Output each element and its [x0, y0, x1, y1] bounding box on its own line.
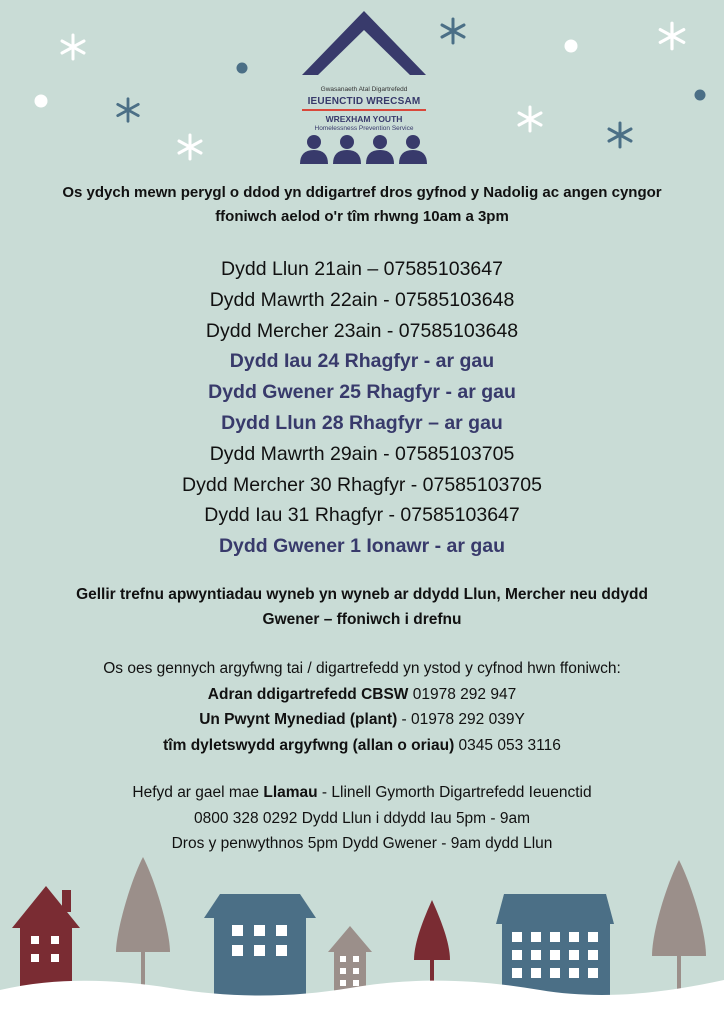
snowflake-icon — [656, 20, 688, 52]
logo — [298, 8, 430, 168]
emergency-intro: Os oes gennych argyfwng tai / digartrefedd yn ystod y cyfnod hwn ffoniwch: — [103, 660, 621, 677]
winter-village-illustration — [0, 852, 724, 1024]
schedule-row: Dydd Mercher 30 Rhagfyr - 07585103705 — [182, 473, 542, 496]
headline — [0, 181, 724, 229]
schedule-row: Dydd Mawrth 22ain - 07585103648 — [209, 288, 515, 311]
schedule-row: Dydd Iau 31 Rhagfyr - 07585103647 — [204, 504, 520, 527]
logo-line3: WREXHAM YOUTH — [325, 114, 403, 124]
llamau-prefix: Hefyd ar gael mae — [132, 784, 264, 801]
snowflake-icon — [605, 120, 635, 150]
contact-number: 01978 292 947 — [408, 685, 517, 703]
llamau-line3: Dros y penwythnos 5pm Dydd Gwener - 9am dydd Llun — [171, 835, 553, 852]
snowflake-icon — [114, 96, 142, 124]
snow-dot-icon — [563, 38, 579, 54]
snow-ground — [0, 980, 724, 1024]
headline-line2: ffoniwch aelod o'r tîm rhwng 10am a 3pm — [215, 208, 509, 225]
snowflake-icon — [515, 104, 545, 134]
contact-row — [0, 707, 724, 733]
llamau-suffix: - Llinell Gymorth Digartrefedd Ieuenctid — [317, 784, 592, 801]
llamau-name: Llamau — [263, 784, 318, 801]
logo-divider — [302, 109, 426, 111]
snow-dot-icon — [33, 93, 49, 109]
appointments-note — [0, 582, 724, 632]
logo-line4: Homelessness Prevention Service — [314, 125, 414, 132]
snow-dot-icon — [235, 61, 249, 75]
tree-icon — [116, 857, 170, 994]
schedule-row-closed: Dydd Gwener 1 Ionawr - ar gau — [218, 535, 506, 558]
holiday-schedule — [0, 254, 724, 562]
tree-icon — [414, 900, 450, 988]
snow-dot-icon — [693, 88, 707, 102]
schedule-row: Dydd Mercher 23ain - 07585103648 — [205, 319, 519, 342]
schedule-row-closed: Dydd Llun 28 Rhagfyr – ar gau — [221, 411, 503, 434]
headline-line1: Os ydych mewn perygl o ddod yn ddigartref dros gyfnod y Nadolig ac angen cyngor — [62, 184, 662, 201]
schedule-row: Dydd Mawrth 29ain - 07585103705 — [209, 442, 515, 465]
contact-name: Adran ddigartrefedd CBSW — [207, 685, 409, 703]
contact-row — [0, 733, 724, 759]
tree-icon — [652, 860, 706, 996]
llamau-line2: 0800 328 0292 Dydd Llun i ddydd Iau 5pm - 9am — [193, 809, 531, 827]
snowflake-icon — [58, 32, 88, 62]
schedule-row-closed: Dydd Gwener 25 Rhagfyr - ar gau — [208, 381, 516, 404]
contact-row — [0, 682, 724, 708]
emergency-contacts — [0, 656, 724, 758]
appointments-line1: Gellir trefnu apwyntiadau wyneb yn wyneb ar ddydd Llun, Mercher neu ddydd — [76, 586, 648, 603]
contact-number: - 01978 292 039Y — [397, 711, 525, 728]
contact-name: Un Pwynt Mynediad (plant) — [199, 711, 398, 728]
llamau-line1 — [0, 780, 724, 806]
appointments-line2: Gwener – ffoniwch i drefnu — [262, 611, 462, 628]
contact-number: 0345 053 3116 — [454, 736, 561, 754]
snowflake-icon — [175, 132, 205, 162]
snowflake-icon — [438, 16, 468, 46]
contact-name: tîm dyletswydd argyfwng (allan o oriau) — [163, 736, 455, 754]
logo-line1: Gwasanaeth Atal Digartrefedd — [320, 86, 408, 93]
schedule-row-closed: Dydd Iau 24 Rhagfyr - ar gau — [229, 350, 495, 373]
logo-line2: IEUENCTID WRECSAM — [307, 96, 421, 107]
schedule-row: Dydd Llun 21ain – 07585103647 — [221, 258, 503, 280]
llamau-helpline — [0, 780, 724, 857]
